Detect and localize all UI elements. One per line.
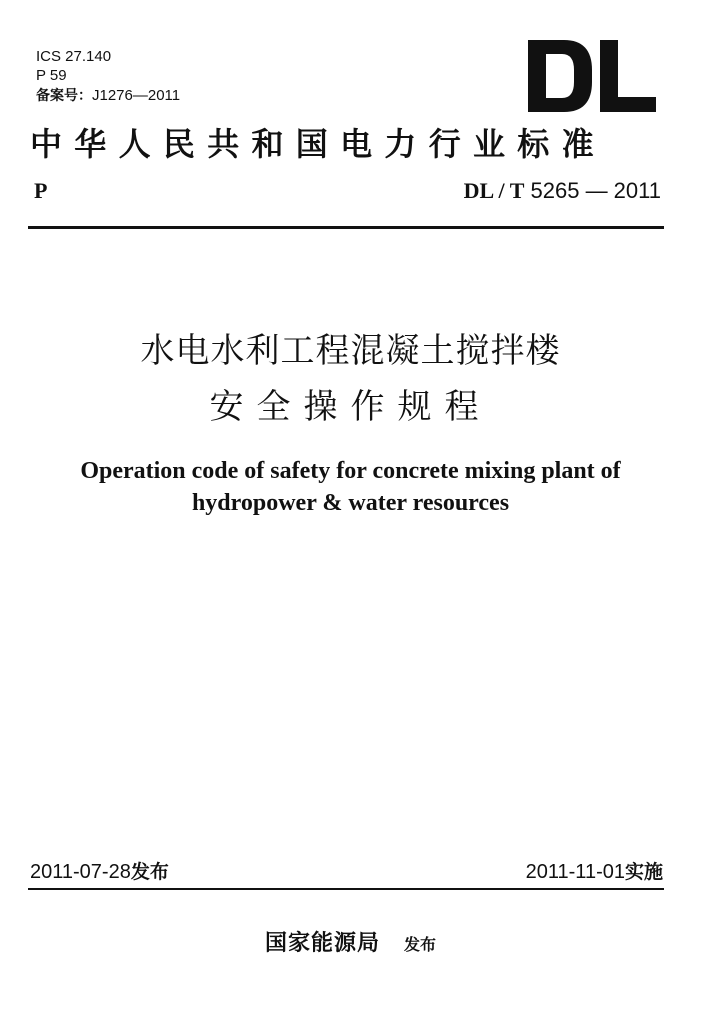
record-number-value: J1276—2011: [92, 87, 181, 104]
industry-standard-title: 中华人民共和国电力行业标准: [30, 125, 606, 163]
implementation-date: [526, 860, 663, 884]
standard-number-value: 5265 — 2011: [530, 178, 661, 203]
dl-logo-mark: [528, 40, 656, 112]
implementation-date-label: 实施: [624, 861, 663, 883]
ccs-code: P 59: [36, 67, 67, 84]
footer-divider: [28, 888, 664, 890]
issue-date-value: 2011-07-28: [30, 861, 131, 883]
classification-code: P: [34, 178, 48, 203]
issue-date: [30, 860, 169, 884]
ics-code: ICS 27.140: [36, 48, 112, 65]
english-title-line-2: hydropower & water resources: [191, 490, 510, 516]
chinese-title-line-1: 水电水利工程混凝土搅拌楼: [140, 331, 561, 371]
dl-logo: [528, 40, 656, 112]
implementation-date-value: 2011-11-01: [525, 861, 625, 883]
standard-number: [464, 178, 661, 204]
publisher-name: 国家能源局: [264, 931, 380, 956]
standard-number-prefix: DL / T: [463, 178, 525, 203]
record-number: [36, 87, 180, 105]
record-number-label: 备案号：: [36, 88, 92, 104]
publisher: [0, 926, 701, 957]
chinese-title-line-2: 安全操作规程: [209, 387, 492, 427]
publisher-action: 发布: [404, 935, 437, 954]
issue-date-label: 发布: [130, 861, 169, 883]
header-divider: [28, 226, 664, 229]
english-title-line-1: Operation code of safety for concrete mixing plant of: [80, 458, 621, 484]
